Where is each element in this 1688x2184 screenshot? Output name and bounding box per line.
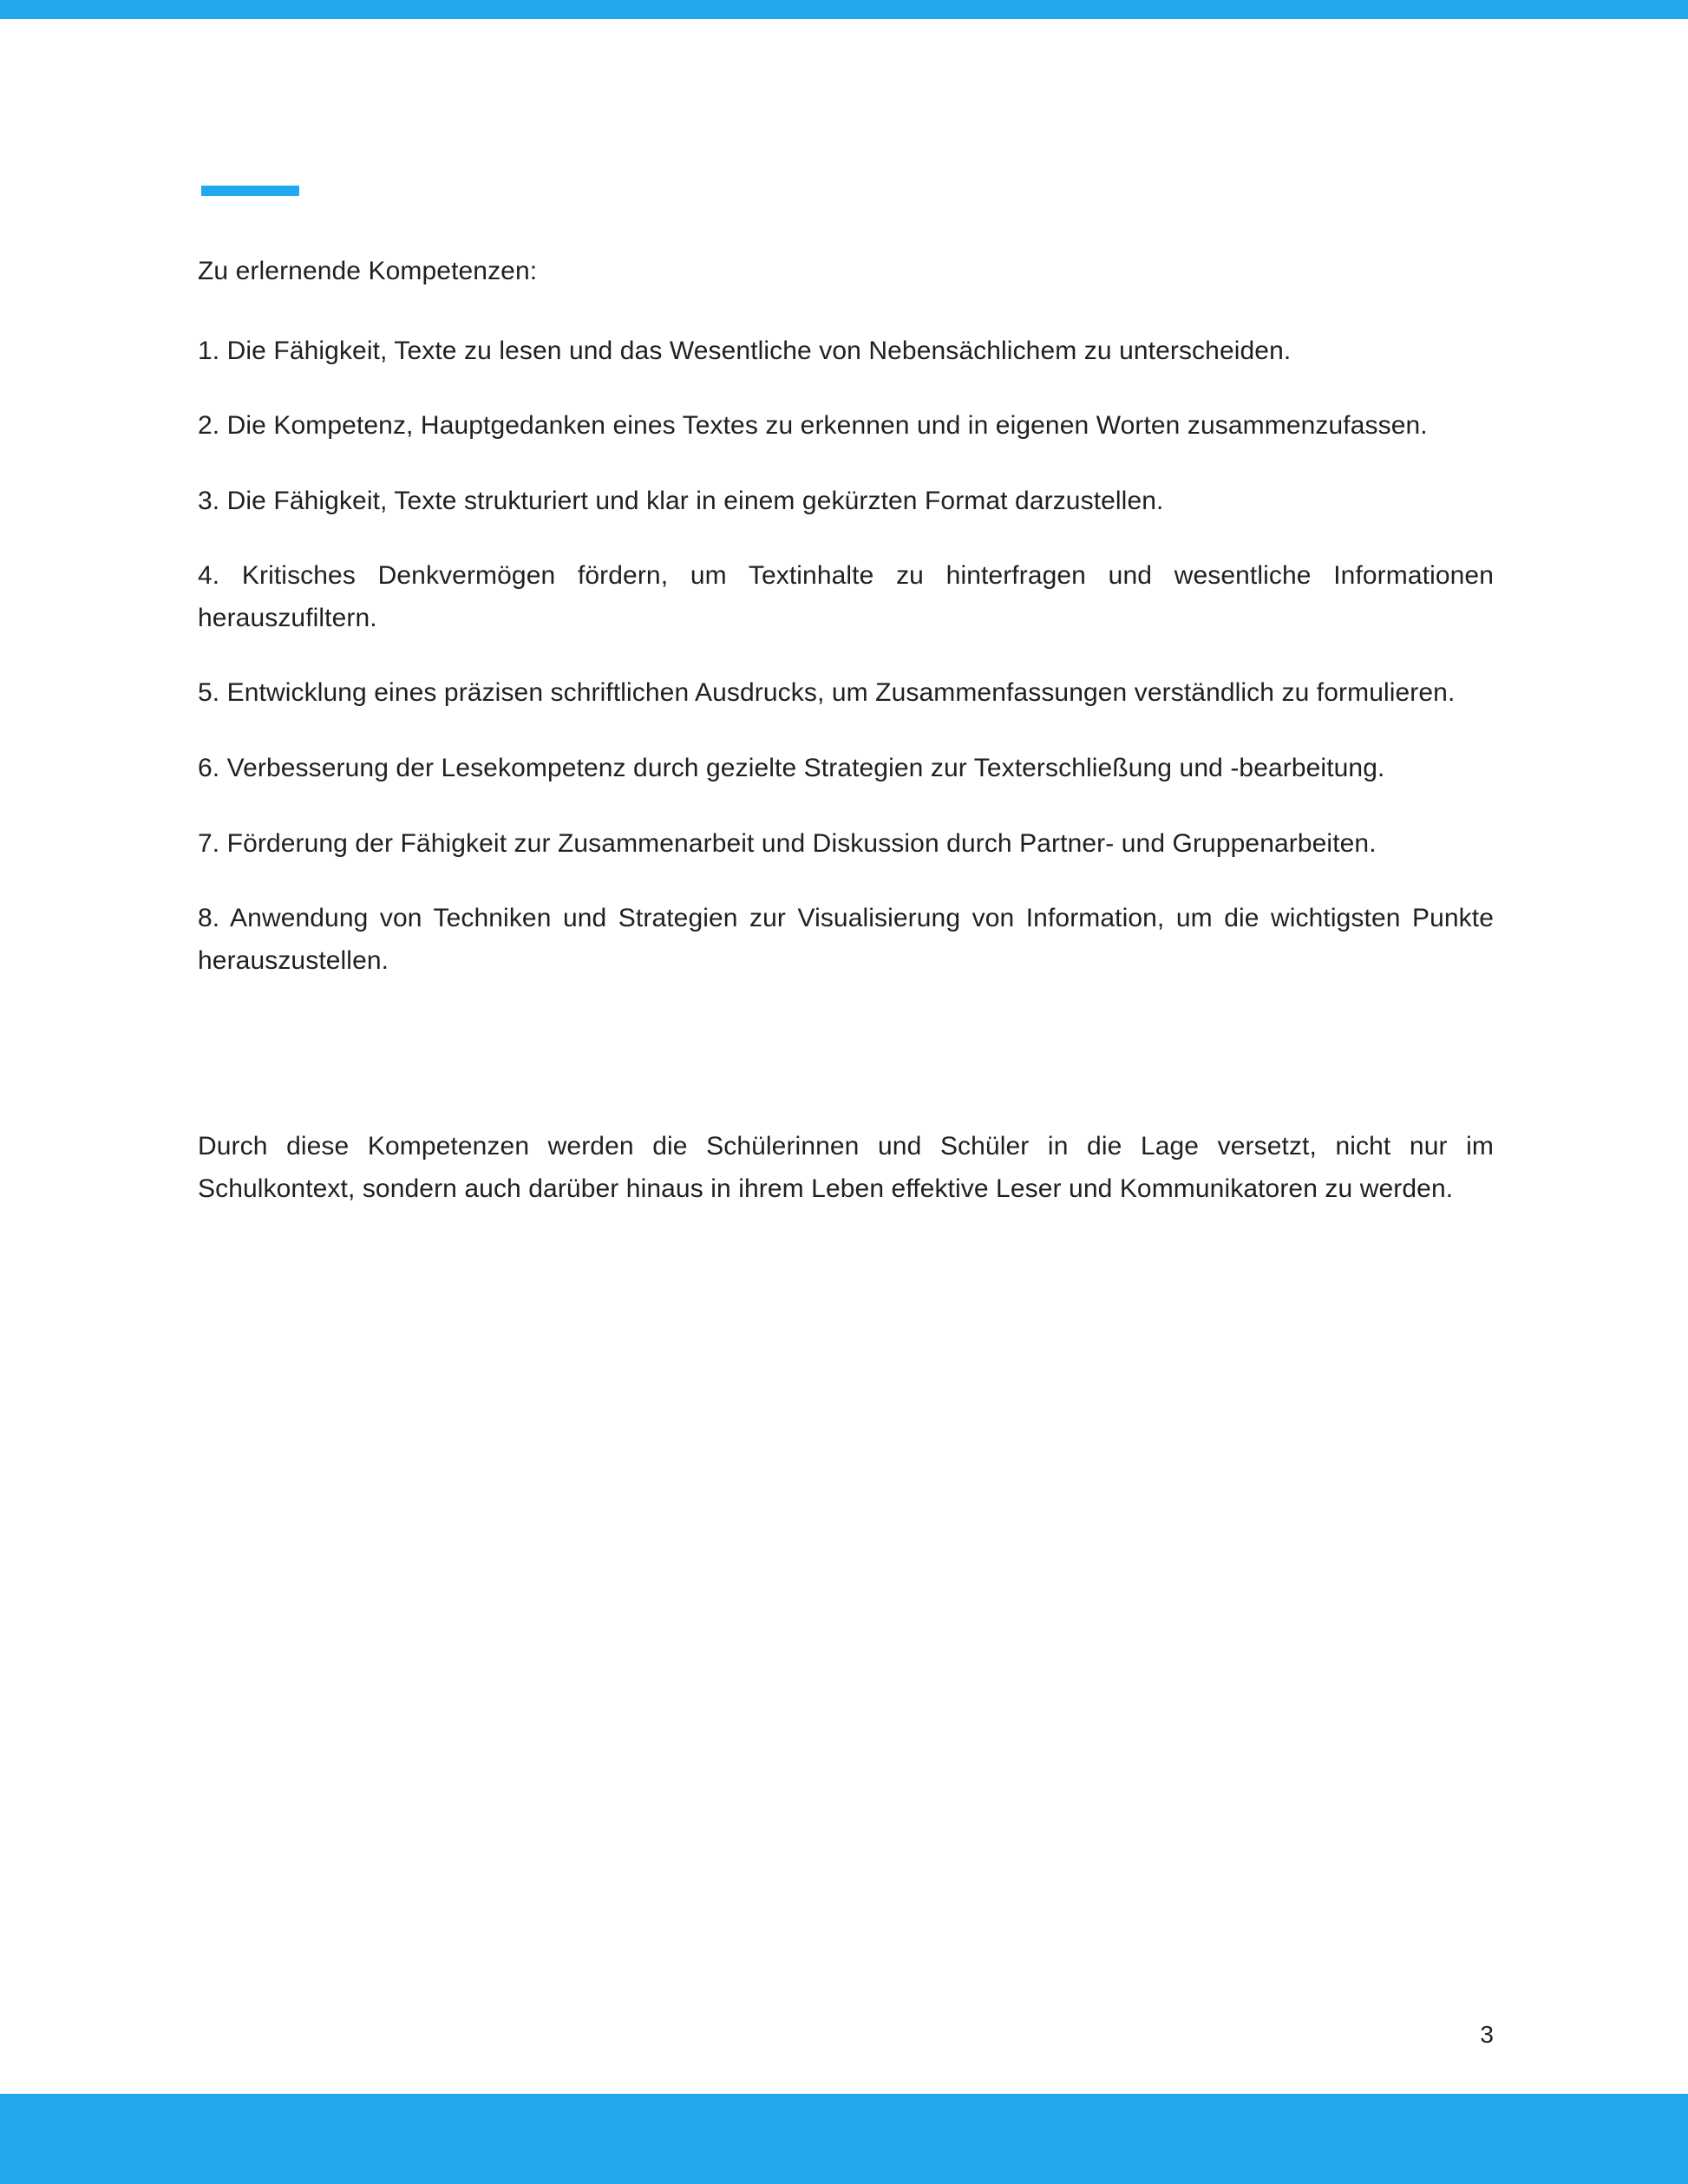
competency-item-6: 6. Verbesserung der Lesekompetenz durch gezielte Strategien zur Texterschließung und -bearbeitung. [198, 754, 1385, 783]
closing-paragraph: Durch diese Kompetenzen werden die Schülerinnen und Schüler in die Lage versetzt, nicht nur im Schulkontext, sondern auch darüber hinaus in ihrem Leben effektive Leser und Kommunikatoren zu werden. [198, 1132, 1494, 1204]
competency-item-3: 3. Die Fähigkeit, Texte strukturiert und klar in einem gekürzten Format darzustellen. [198, 486, 1164, 515]
competency-item-1: 1. Die Fähigkeit, Texte zu lesen und das Wesentliche von Nebensächlichem zu unterscheiden. [198, 336, 1292, 365]
page-number: 3 [1480, 2021, 1494, 2048]
competency-item-8: 8. Anwendung von Techniken und Strategien zur Visualisierung von Information, um die wichtigsten Punkte herauszustellen. [198, 904, 1494, 975]
top-accent-band [0, 0, 1688, 19]
page-heading: Zu erlernende Kompetenzen: [198, 257, 538, 285]
competency-item-2: 2. Die Kompetenz, Hauptgedanken eines Textes zu erkennen und in eigenen Worten zusammenzufassen. [198, 411, 1428, 441]
heading-accent-rule [201, 186, 299, 196]
competency-item-7: 7. Förderung der Fähigkeit zur Zusammenarbeit und Diskussion durch Partner- und Gruppenarbeiten. [198, 828, 1377, 858]
bottom-accent-band [0, 2094, 1688, 2184]
page-content [198, 252, 1494, 1211]
competency-item-5: 5. Entwicklung eines präzisen schriftlichen Ausdrucks, um Zusammenfassungen verständlich zu formulieren. [198, 678, 1456, 708]
section-spacer [198, 1015, 1494, 1126]
competency-item-4: 4. Kritisches Denkvermögen fördern, um Textinhalte zu hinterfragen und wesentliche Informationen herauszufiltern. [198, 561, 1494, 632]
